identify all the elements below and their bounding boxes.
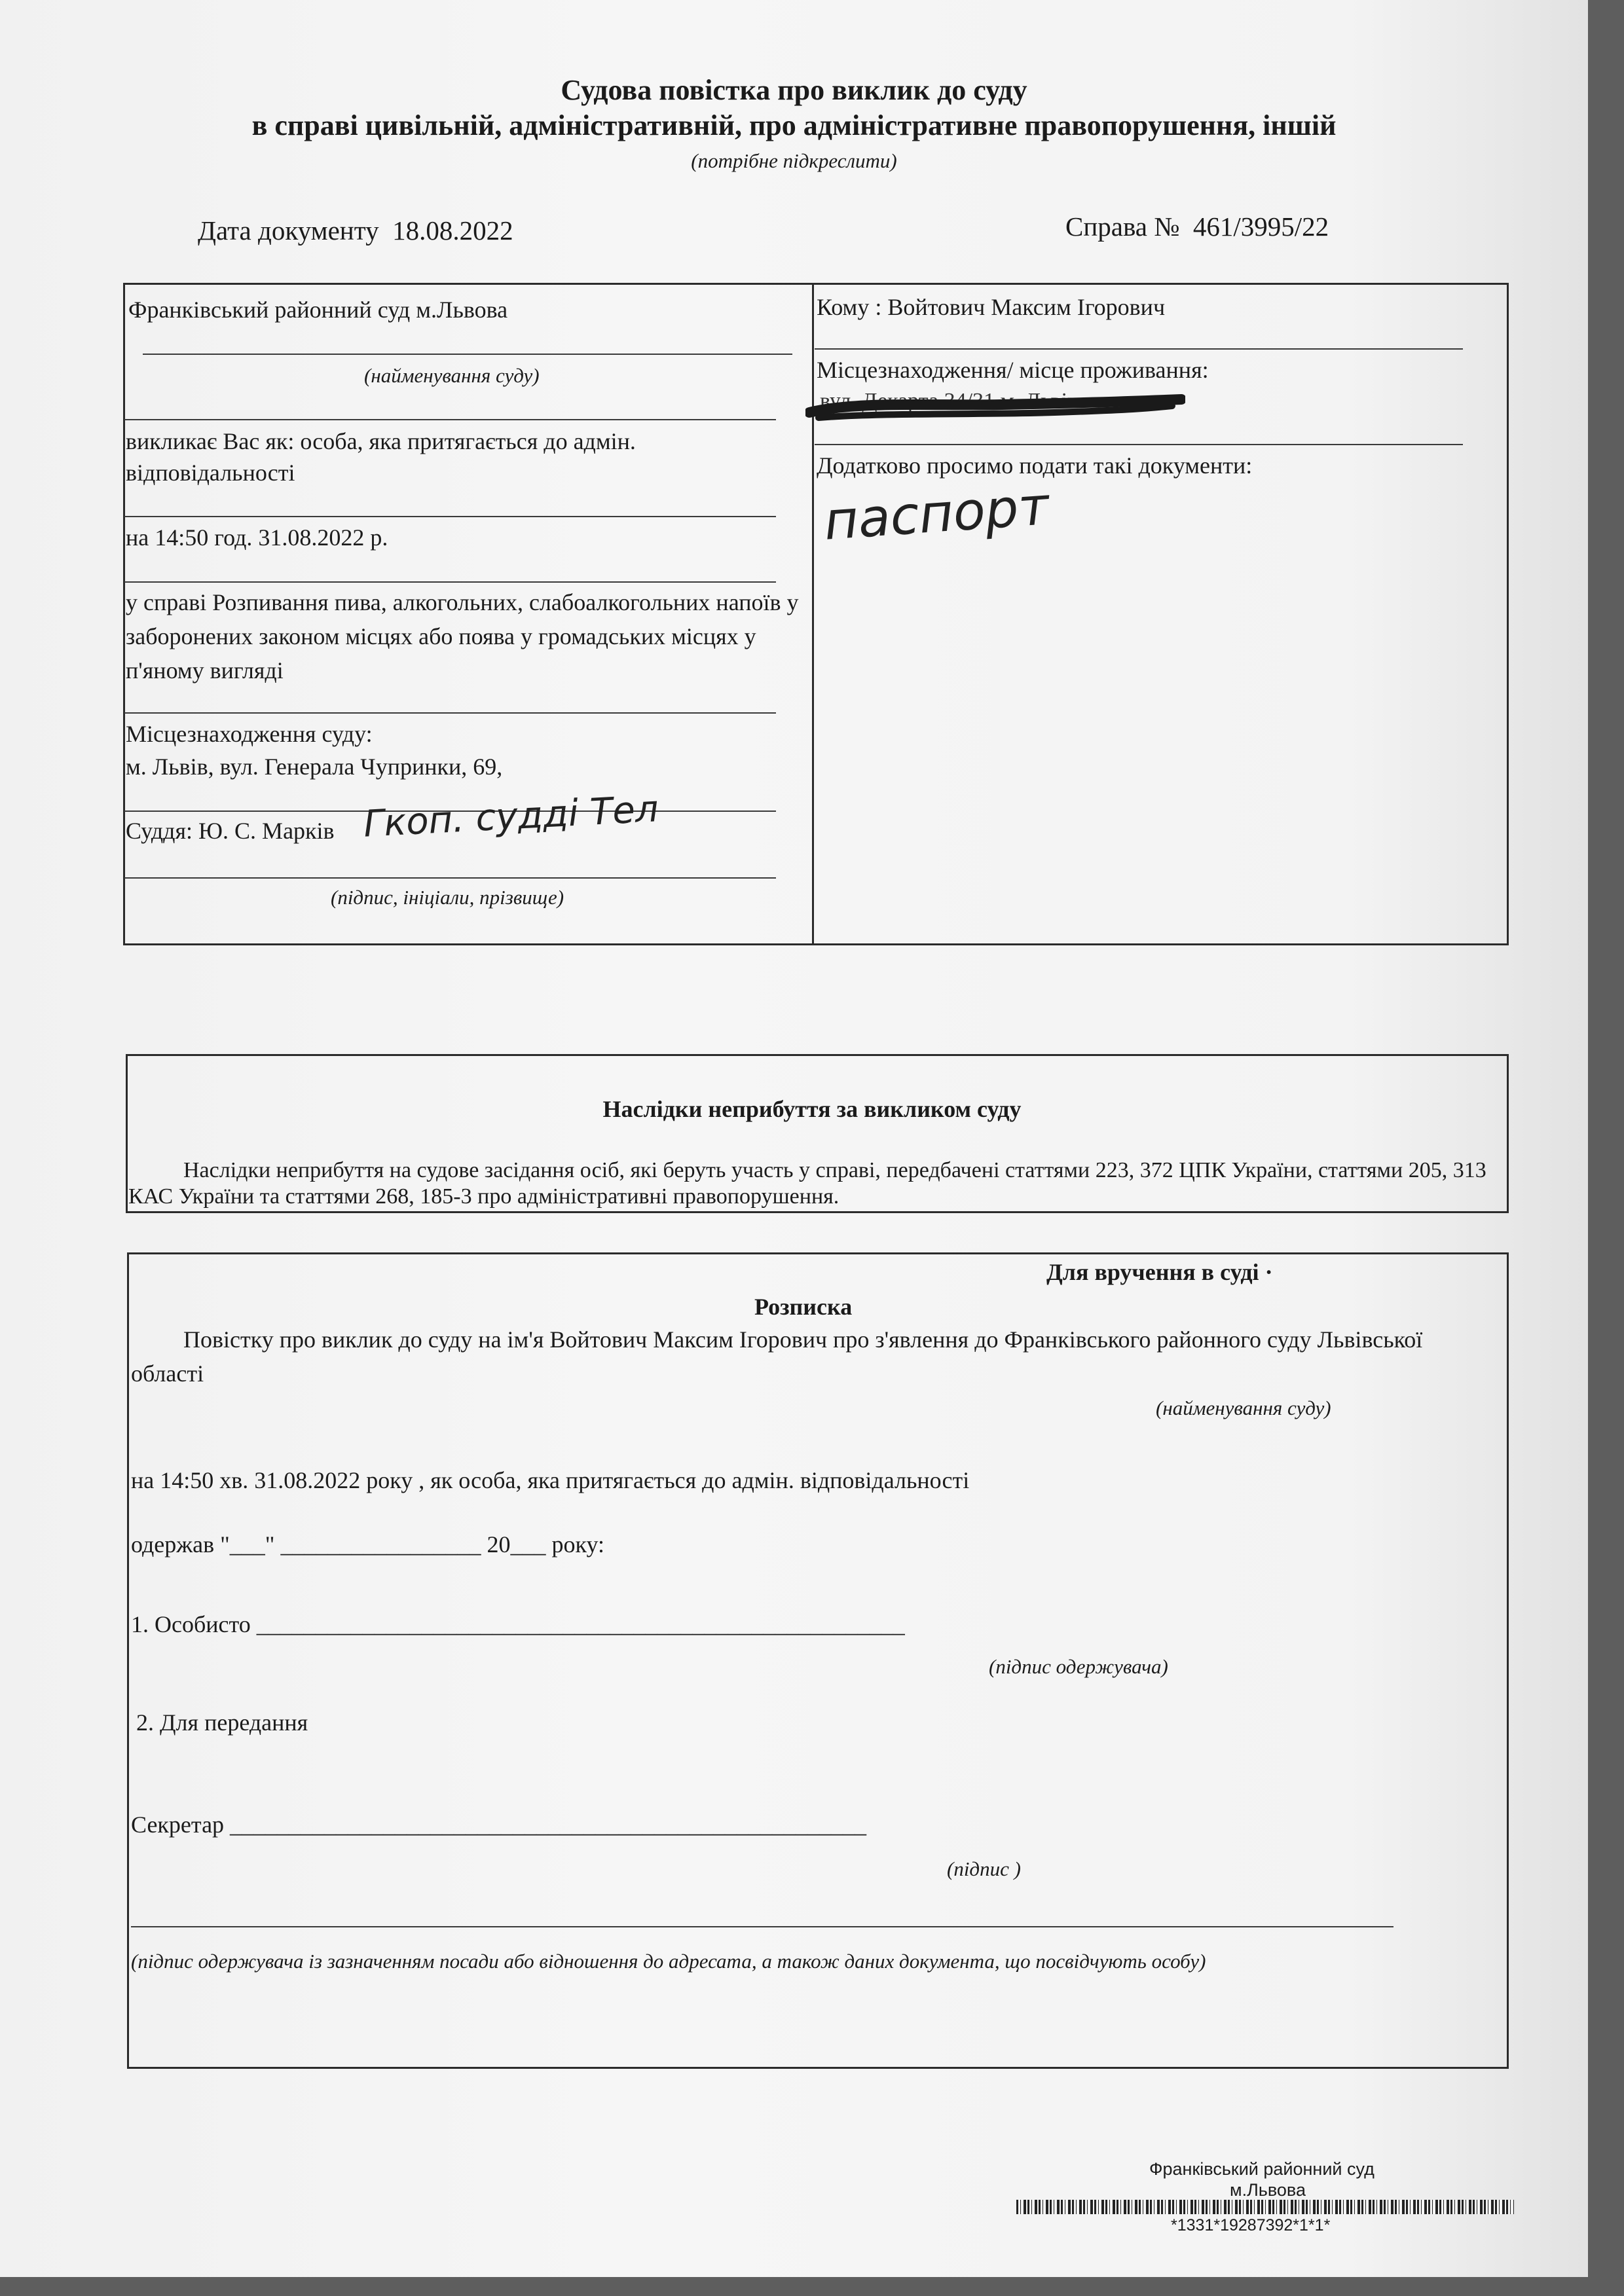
court-address: м. Львів, вул. Генерала Чупринки, 69, [126, 754, 503, 780]
title-line-2: в справі цивільній, адміністративній, про адміністративне правопорушення, іншій [251, 109, 1337, 141]
document-date-label: Дата документу [198, 215, 379, 246]
consequences-text: Наслідки неприбуття на судове засідання осіб, які беруть участь у справі, передбачені статтями 223, 372 ЦПК України, статтями 205, 313 КАС України та статтями 268, 185-3 про адміністративні правопорушення. [128, 1158, 1486, 1209]
document-date-value: 18.08.2022 [392, 215, 513, 246]
document-date [198, 215, 513, 246]
received-line: одержав "___" _________________ 20___ року: [131, 1531, 605, 1558]
residence-value: вул. Декарта 34/31 м. Львів [820, 389, 1079, 413]
case-subject: у справі Розпивання пива, алкогольних, слабоалкогольних напоїв у заборонених законом місцях або поява у громадських місцях у п'яному вигляді [126, 589, 799, 683]
receipt-bottom-note: (підпис одержувача із зазначенням посади або відношення до адресата, а також даних документа, що посвідчують особу) [131, 1950, 1206, 1973]
for-transfer: 2. Для передання [136, 1709, 308, 1736]
for-court-delivery: Для вручення в суді · [1046, 1259, 1273, 1285]
secretary-signature-note: (підпис ) [947, 1857, 1021, 1880]
recipient-signature-note: (підпис одержувача) [989, 1655, 1168, 1678]
case-number [1065, 211, 1329, 242]
column-divider [812, 283, 814, 945]
receipt-time-line: на 14:50 хв. 31.08.2022 року , як особа, яка притягається до адмін. відповідальності [131, 1467, 970, 1493]
receipt-text: Повістку про виклик до суду на ім'я Войтович Максим Ігорович про з'явлення до Франківського районного суду Львівської області [131, 1326, 1423, 1387]
receipt-court-note: (найменування суду) [1156, 1396, 1331, 1419]
consequences-title: Наслідки неприбуття за викликом суду [602, 1096, 1022, 1122]
case-number-value: 461/3995/22 [1192, 211, 1329, 242]
barcode-text: *1331*19287392*1*1* [1171, 2216, 1331, 2234]
secretary-line: Секретар ______________________________________________________ [131, 1812, 867, 1838]
judge-signature: Гкоп. судді Тел [362, 788, 660, 846]
recipient-name: Кому : Войтович Максим Ігорович [817, 294, 1166, 320]
footer-court-line-2: м.Львова [1230, 2180, 1306, 2200]
personally-line: 1. Особисто _______________________________________________________ [131, 1611, 905, 1637]
title-line-1: Судова повістка про виклик до суду [561, 74, 1027, 106]
barcode [1016, 2200, 1514, 2214]
title-note: (потрібне підкреслити) [691, 149, 897, 172]
hearing-time: на 14:50 год. 31.08.2022 р. [126, 524, 388, 551]
extra-docs-label: Додатково просимо подати такі документи: [817, 452, 1253, 479]
court-name: Франківський районний суд м.Львова [128, 297, 508, 323]
signature-note: (підпис, ініціали, прізвище) [331, 886, 564, 909]
redaction-mark [805, 386, 1185, 426]
receipt-title: Розписка [754, 1294, 853, 1320]
summons-as: викликає Вас як: особа, яка притягається до адмін. відповідальності [126, 428, 636, 486]
court-name-note: (найменування суду) [364, 364, 540, 387]
judge-name: Суддя: Ю. С. Марків [126, 818, 335, 844]
footer-court-line-1: Франківський районний суд [1149, 2159, 1375, 2179]
extra-docs-handwritten: паспорт [822, 475, 1051, 552]
case-number-label: Справа № [1065, 211, 1180, 242]
court-location-label: Місцезнаходження суду: [126, 721, 373, 747]
residence-label: Місцезнаходження/ місце проживання: [817, 357, 1209, 383]
